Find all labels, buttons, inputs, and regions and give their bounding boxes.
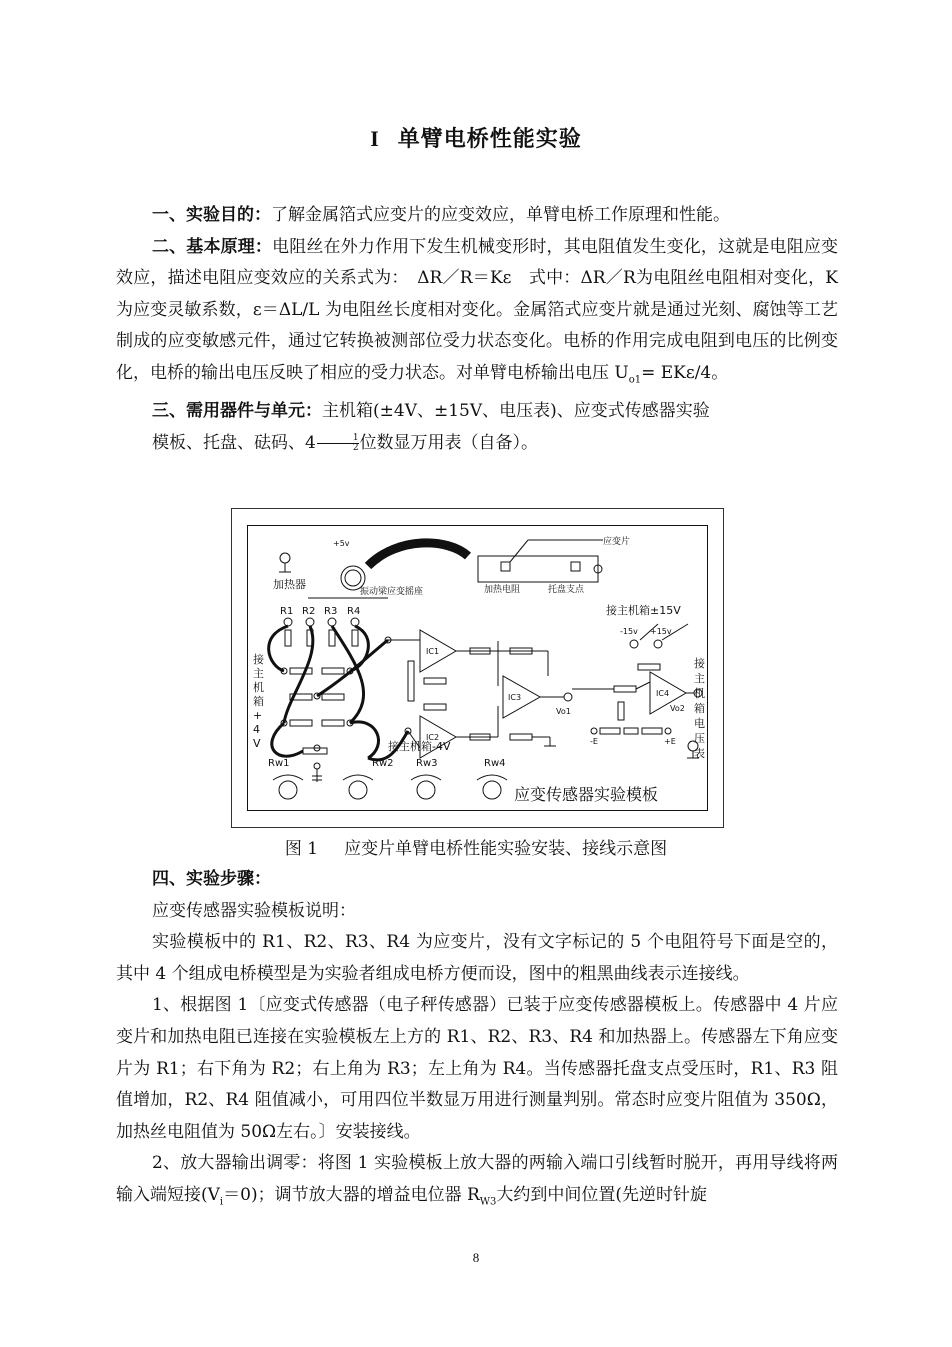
page-title <box>0 122 952 153</box>
label-minus-e: -E <box>590 737 598 746</box>
materials-body2b: 位数显万用表（自备）。 <box>359 432 539 453</box>
label-left-host4v: 接主机箱+4V <box>253 653 264 750</box>
principle-subscript: o1 <box>628 374 642 386</box>
label-tray: 托盘支点 <box>548 585 585 595</box>
paragraph-intro: 应变传感器实验模板说明： <box>152 900 356 921</box>
fraction-half: $\frac{1}{2}$ <box>317 434 359 453</box>
section-principle <box>116 232 838 396</box>
label-right-voltmeter: 接主机箱电压表 <box>694 657 705 760</box>
purpose-heading: 一、实验目的： <box>152 205 271 225</box>
section-materials-cont <box>116 428 838 460</box>
principle-body: 电阻丝在外力作用下发生机械变形时，其电阻值发生变化，这就是电阻应变效应，描述电阻应变效应的关系式为： ΔR／R＝Kε 式中：ΔR／R为电阻丝电阻相对变化，K 为应变灵敏系数，ε＝ΔL/L 为电阻丝长度相对变化。金属箔式应变片就是通过光刻、腐蚀等工艺制成的应变敏感元件，通过它转换被测部位受力状态变化。电桥的作用完成电阻到电压的比例变化，电桥的输出电压反映了相应的受力状态。对单臂电桥输出电压 U <box>116 236 838 383</box>
label-beam: 振动梁应变摇座 <box>360 587 424 597</box>
label-ic2: IC2 <box>426 733 440 742</box>
paragraph-step2: 2、放大器输出调零：将图 1 实验模板上放大器的两输入端口引线暂时脱开，再用导线将两输入端短接$(V_i=0)$；调节放大器的增益电位器 $R_{W3}$大约到中间位置(先逆时针旋 <box>116 1153 838 1208</box>
label-strain-gauge: 应变片 <box>603 537 631 547</box>
label-ic1: IC1 <box>426 647 440 656</box>
principle-heading: 二、基本原理： <box>152 236 273 257</box>
label-heater: 加热器 <box>273 578 306 591</box>
paragraph-step1: 1、根据图 1〔应变式传感器（电子秤传感器）已装于应变传感器模板上。传感器中 4 片应变片和加热电阻已连接在实验模板左上方的 R1、R2、R3、R4 和加热器上。传感器左下角应变片为 R1；右下角为 R2；右上角为 R3；左上角为 R4。当传感器托盘支点受压时，R1、R3 阻值增加，R2、R4 阻值减小，可用四位半数显万用进行测量判别。常态时应变片阻值为 350Ω，加热丝电阻值为 50Ω左右。〕安装接线。 <box>116 995 838 1142</box>
label-r2: R2 <box>302 606 316 617</box>
caption-text: 应变片单臂电桥性能实验安装、接线示意图 <box>344 839 668 859</box>
label-ic3: IC3 <box>508 693 522 702</box>
label-host-15v: 接主机箱±15V <box>606 604 681 617</box>
label-rw4: Rw4 <box>484 758 506 769</box>
label-plus15: +15v <box>650 627 672 636</box>
text-block-bottom <box>116 864 838 1218</box>
paragraph-template: 实验模板中的 R1、R2、R3、R4 为应变片，没有文字标记的 5 个电阻符号下面是空的，其中 4 个组成电桥模型是为实验者组成电桥方便而设，图中的粗黑曲线表示连接线。 <box>116 932 838 984</box>
label-rw2: Rw2 <box>372 758 394 769</box>
page-number: 8 <box>472 1250 480 1265</box>
label-rw3: Rw3 <box>416 758 438 769</box>
section-purpose <box>116 200 838 232</box>
label-vo1: Vo1 <box>556 707 571 716</box>
text-block-top <box>116 200 838 459</box>
materials-body: 主机箱(±4V、±15V、电压表)、应变式传感器实验 <box>322 400 710 421</box>
board-title: 应变传感器实验模板 <box>514 785 659 804</box>
label-minus15: -15v <box>620 627 638 636</box>
section-steps-heading: 四、实验步骤： <box>152 869 271 889</box>
label-plus-e: +E <box>664 737 676 746</box>
caption-label: 图 1 <box>284 839 319 859</box>
experiment-board <box>247 525 708 811</box>
purpose-body: 了解金属箔式应变片的应变效应，单臂电桥工作原理和性能。 <box>271 205 730 225</box>
label-host-minus4v: 接主机箱-4V <box>388 740 451 753</box>
figure-caption <box>0 834 952 859</box>
principle-body-end: = EKε/4。 <box>641 362 729 383</box>
label-heat-resistor: 加热电阻 <box>484 585 521 595</box>
strain-gauges <box>284 618 359 646</box>
materials-body2a: 模板、托盘、砝码、4 <box>152 432 316 453</box>
figure-1 <box>231 508 724 828</box>
potentiometers <box>273 775 507 799</box>
label-rw1: Rw1 <box>268 758 290 769</box>
label-r4: R4 <box>347 606 361 617</box>
label-vo2: Vo2 <box>670 704 685 713</box>
circuit-diagram <box>248 526 707 810</box>
label-ic4: IC4 <box>656 689 670 698</box>
title-text: 单臂电桥性能实验 <box>397 127 582 152</box>
label-r1: R1 <box>280 606 294 617</box>
label-r3: R3 <box>324 606 338 617</box>
section-materials <box>116 396 838 428</box>
title-number: I <box>370 126 380 151</box>
materials-heading: 三、需用器件与单元： <box>152 400 322 421</box>
label-5v: +5v <box>333 539 350 548</box>
